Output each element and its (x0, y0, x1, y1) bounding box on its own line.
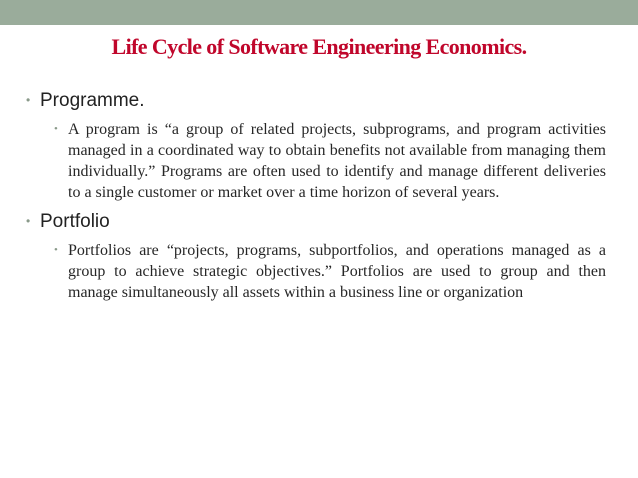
bullet-item-programme (26, 88, 606, 113)
sub-bullet-item-portfolio (54, 240, 606, 303)
bullet-icon: • (54, 244, 58, 256)
section-programme (26, 88, 606, 203)
section-portfolio (26, 209, 606, 303)
bullet-item-portfolio (26, 209, 606, 234)
bullet-icon: • (26, 93, 31, 107)
bullet-icon: • (26, 214, 31, 228)
top-accent-bar (0, 0, 638, 25)
section-heading: Portfolio (40, 211, 110, 232)
section-body: Portfolios are “projects, programs, subportfolios, and operations managed as a group to achieve strategic objectives.” Portfolios are used to group and then manage simultaneously all assets within a business line or organization (68, 242, 606, 301)
section-body: A program is “a group of related projects, subprograms, and program activities managed in a coordinated way to obtain benefits not available from managing them individually.” Programs are often used to identify and manage different deliveries to a single customer or market over a time horizon of several years. (68, 121, 606, 201)
slide-content (26, 88, 606, 309)
sub-bullet-item-programme (54, 119, 606, 203)
section-heading: Programme. (40, 90, 145, 111)
slide-title: Life Cycle of Software Engineering Economics. (111, 34, 527, 59)
bullet-icon: • (54, 123, 58, 135)
